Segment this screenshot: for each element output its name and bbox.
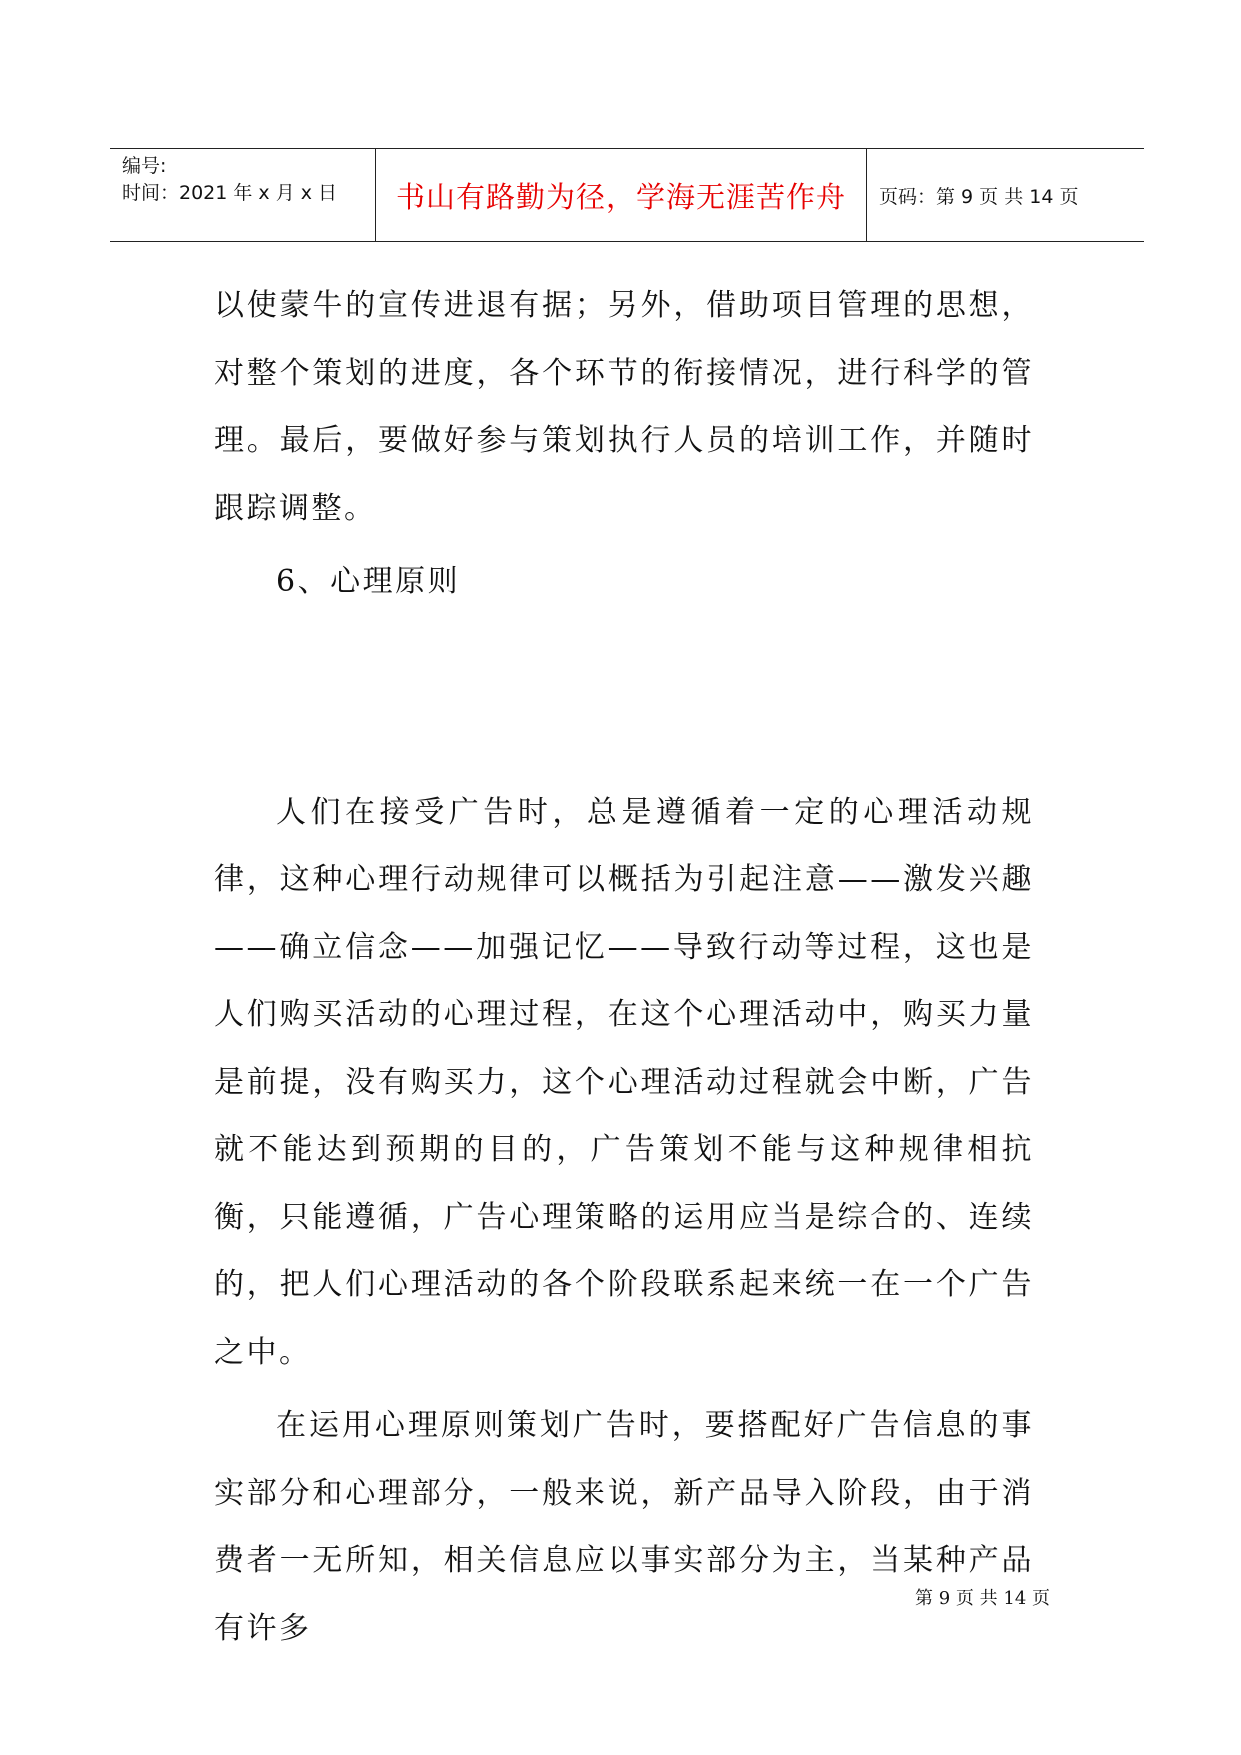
paragraph-continuation: 以使蒙牛的宣传进退有据；另外，借助项目管理的思想，对整个策划的进度，各个环节的衔接情况，进行科学的管理。最后，要做好参与策划执行人员的培训工作，并随时跟踪调整。 [214,288,1034,526]
document-body [214,272,1034,1662]
date-line: 时间：2021 年 x 月 x 日 [122,182,338,204]
page-code: 页码：第 9 页 共 14 页 [879,185,1079,208]
paragraph-psychology: 人们在接受广告时，总是遵循着一定的心理活动规律，这种心理行动规律可以概括为引起注意——激发兴趣——确立信念——加强记忆——导致行动等过程，这也是人们购买活动的心理过程，在这个心理活动中，购买力量是前提，没有购买力，这个心理活动过程就会中断，广告就不能达到预期的目的，广告策划不能与这种规律相抗衡，只能遵循，广告心理策略的运用应当是综合的、连续的，把人们心理活动的各个阶段联系起来统一在一个广告之中。 [214,794,1034,1370]
serial-number-label: 编号: [122,155,167,177]
motto-text: 书山有路勤为径，学海无涯苦作舟 [395,179,846,214]
document-header [110,148,1144,242]
page-footer: 第 9 页 共 14 页 [915,1588,1050,1609]
header-motto-cell [376,149,867,241]
section-heading: 6、心理原则 [276,564,461,599]
paragraph-application: 在运用心理原则策划广告时，要搭配好广告信息的事实部分和心理部分，一般来说，新产品导入阶段，由于消费者一无所知，相关信息应以事实部分为主，当某种产品有许多 [214,1408,1034,1646]
header-page-cell [867,149,1144,241]
header-meta-cell [110,149,376,241]
